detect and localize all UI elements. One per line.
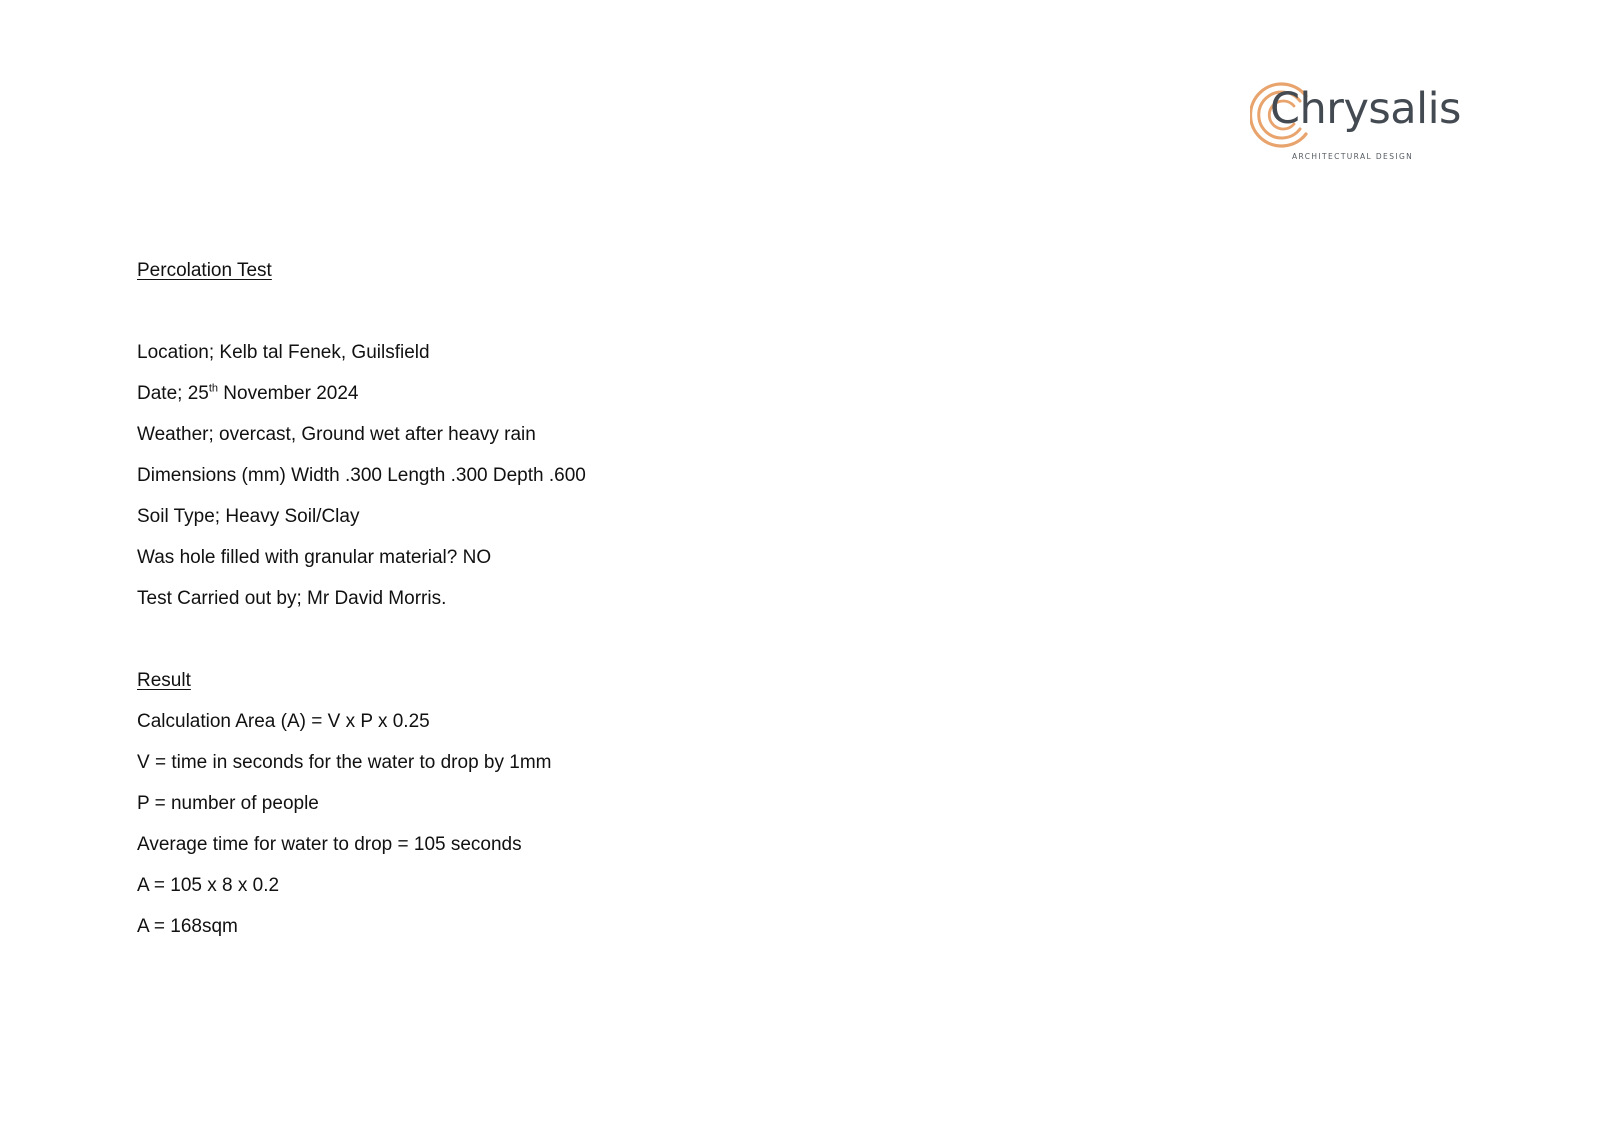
average-time-line: Average time for water to drop = 105 seconds (137, 834, 522, 855)
date-rest: November 2024 (218, 383, 359, 404)
weather-line: Weather; overcast, Ground wet after heavy rain (137, 424, 536, 445)
result-heading: Result (137, 670, 191, 691)
formula-line: Calculation Area (A) = V x P x 0.25 (137, 711, 430, 732)
answer-line: A = 168sqm (137, 916, 238, 937)
tester-line: Test Carried out by; Mr David Morris. (137, 588, 447, 609)
logo-wordmark: Chrysalis (1270, 84, 1461, 134)
calculation-line: A = 105 x 8 x 0.2 (137, 875, 280, 896)
p-definition-line: P = number of people (137, 793, 319, 814)
granular-line: Was hole filled with granular material? NO (137, 547, 492, 568)
date-line (137, 381, 1037, 407)
logo-tagline: ARCHITECTURAL DESIGN (1292, 152, 1414, 161)
document-body (137, 258, 1037, 955)
v-definition-line: V = time in seconds for the water to drop by 1mm (137, 752, 552, 773)
date-prefix: Date; 25 (137, 383, 209, 404)
company-logo (1250, 80, 1460, 170)
location-line: Location; Kelb tal Fenek, Guilsfield (137, 342, 430, 363)
date-ordinal: th (208, 382, 219, 395)
document-title: Percolation Test (137, 260, 272, 281)
dimensions-line: Dimensions (mm) Width .300 Length .300 Depth .600 (137, 465, 586, 486)
soil-type-line: Soil Type; Heavy Soil/Clay (137, 506, 360, 527)
